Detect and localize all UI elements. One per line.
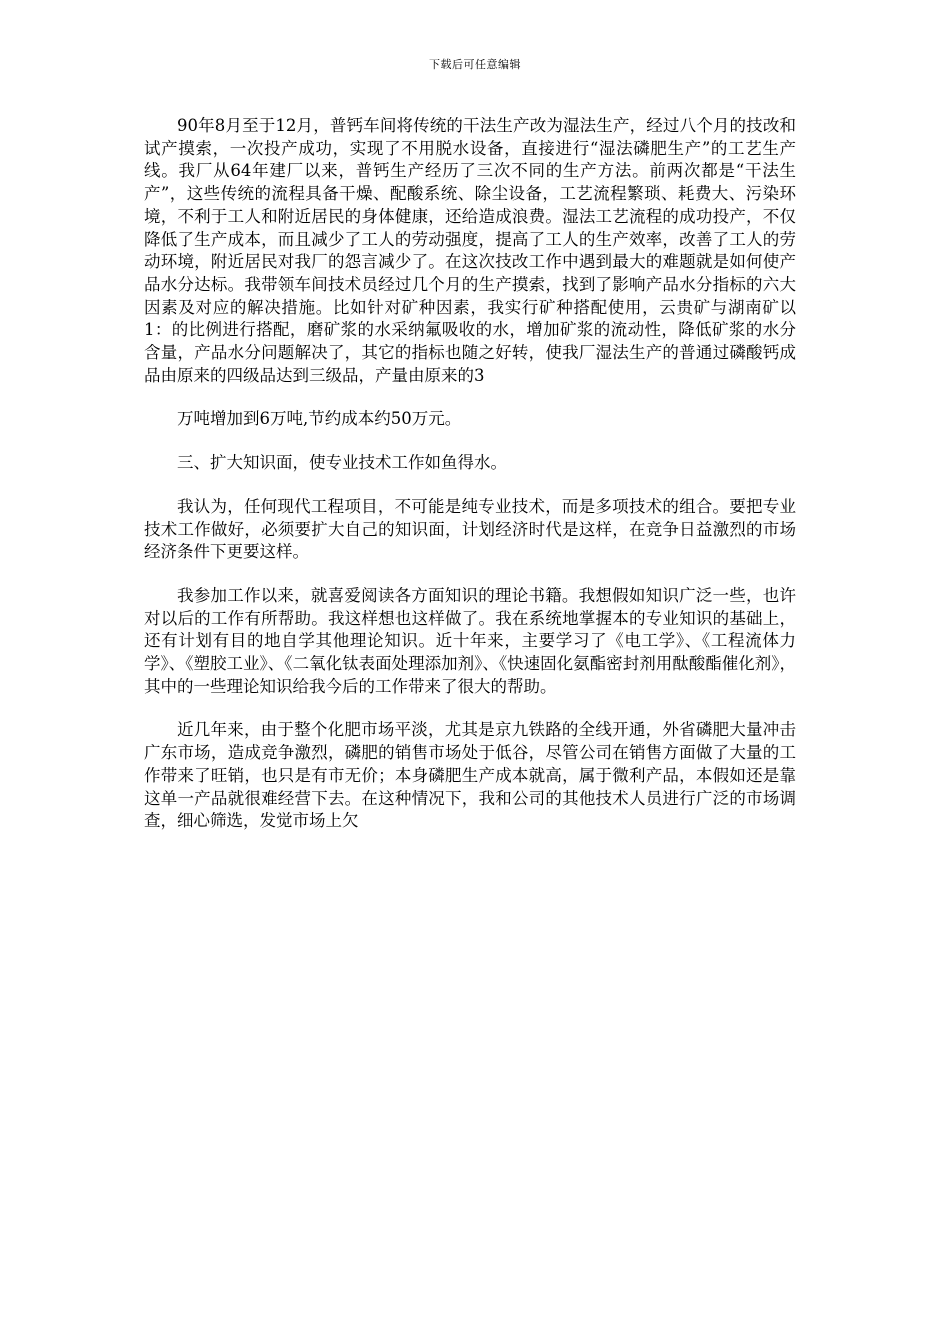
section-heading-knowledge: 三、扩大知识面，使专业技术工作如鱼得水。 [177,453,507,473]
document-body [144,115,796,854]
paragraph-knowledge-view: 我认为，任何现代工程项目，不可能是纯专业技术，而是多项技术的组合。要把专业技术工作做好，必须要扩大自己的知识面，计划经济时代是这样，在竞争日益激烈的市场经济条件下更要这样。 [144,496,796,562]
paragraph-process-reform: 90年8月至于12月，普钙车间将传统的干法生产改为湿法生产，经过八个月的技改和试产摸索，一次投产成功，实现了不用脱水设备，直接进行“湿法磷肥生产”的工艺生产线。我厂从64年建厂以来，普钙生产经历了三次不同的生产方法。前两次都是“干法生产”，这些传统的流程具备干燥、配酸系统、除尘设备，工艺流程繁琐、耗费大、污染环境，不利于工人和附近居民的身体健康，还给造成浪费。湿法工艺流程的成功投产，不仅降低了生产成本，而且减少了工人的劳动强度，提高了工人的生产效率，改善了工人的劳动环境，附近居民对我厂的怨言减少了。在这次技改工作中遇到最大的难题就是如何使产品水分达标。我带领车间技术员经过几个月的生产摸索，找到了影响产品水分指标的六大因素及对应的解决措施。比如针对矿种因素，我实行矿种搭配使用，云贵矿与湖南矿以1：的比例进行搭配，磨矿浆的水采纳氟吸收的水，增加矿浆的流动性，降低矿浆的水分含量，产品水分问题解决了，其它的指标也随之好转，使我厂湿法生产的普通过磷酸钙成品由原来的四级品达到三级品，产量由原来的3 [144,116,796,385]
paragraph-output-increase: 万吨增加到6万吨,节约成本约50万元。 [177,409,462,429]
paragraph-market-situation: 近几年来，由于整个化肥市场平淡，尤其是京九铁路的全线开通，外省磷肥大量冲击广东市场，造成竞争激烈，磷肥的销售市场处于低谷，尽管公司在销售方面做了大量的工作带来了旺销，也只是有市无价；本身磷肥生产成本就高，属于微利产品，本假如还是靠这单一产品就很难经营下去。在这种情况下，我和公司的其他技术人员进行广泛的市场调查，细心筛选，发觉市场上欠 [144,720,796,831]
page-header: 下载后可任意编辑 [429,58,521,71]
paragraph-self-study: 我参加工作以来，就喜爱阅读各方面知识的理论书籍。我想假如知识广泛一些，也许对以后的工作有所帮助。我这样想也这样做了。我在系统地掌握本的专业知识的基础上，还有计划有目的地自学其他理论知识。近十年来，主要学习了《电工学》、《工程流体力学》、《塑胶工业》、《二氧化钛表面处理添加剂》、《快速固化氨酯密封剂用酞酸酯催化剂》，其中的一些理论知识给我今后的工作带来了很大的帮助。 [144,585,796,696]
